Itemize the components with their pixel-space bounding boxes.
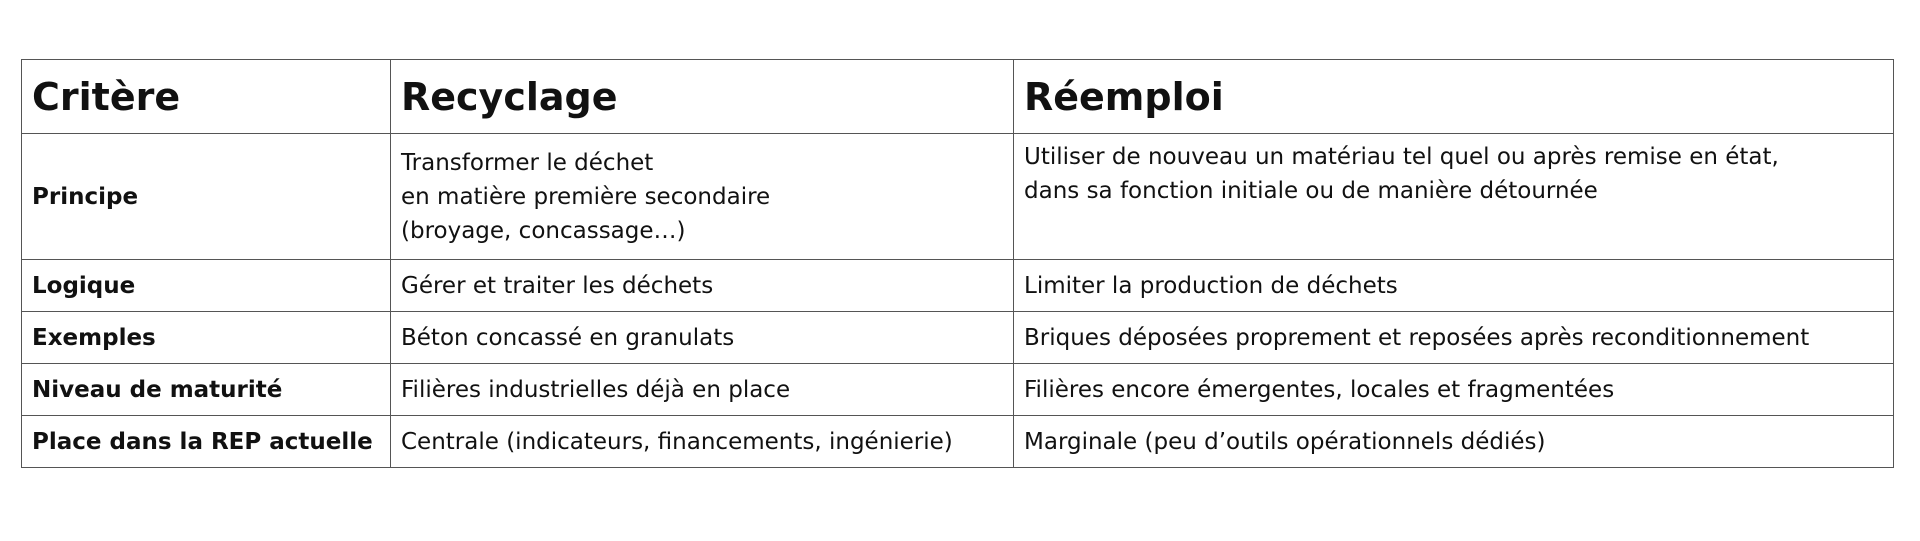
recyclage-line: Transformer le déchet (401, 149, 654, 176)
criterion-cell: Niveau de maturité (22, 364, 391, 416)
table-row-rep (22, 416, 1894, 468)
recyclage-line: en matière première secondaire (401, 183, 771, 210)
table-row-principe (22, 134, 1894, 260)
table-header-row (22, 60, 1894, 134)
criterion-cell: Logique (22, 260, 391, 312)
reemploi-cell: Marginale (peu d’outils opérationnels dédiés) (1014, 416, 1894, 468)
comparison-table-container (21, 59, 1893, 468)
criterion-cell: Principe (22, 134, 391, 260)
comparison-table (21, 59, 1894, 468)
header-reemploi: Réemploi (1014, 60, 1894, 134)
reemploi-cell: Filières encore émergentes, locales et fragmentées (1014, 364, 1894, 416)
table-row-exemples (22, 312, 1894, 364)
reemploi-cell: Briques déposées proprement et reposées après reconditionnement (1014, 312, 1894, 364)
recyclage-cell: Filières industrielles déjà en place (391, 364, 1014, 416)
header-recyclage: Recyclage (391, 60, 1014, 134)
table-row-maturite (22, 364, 1894, 416)
criterion-cell: Place dans la REP actuelle (22, 416, 391, 468)
recyclage-cell: Gérer et traiter les déchets (391, 260, 1014, 312)
reemploi-line: dans sa fonction initiale ou de manière détournée (1024, 178, 1598, 204)
recyclage-cell (391, 134, 1014, 260)
table-row-logique (22, 260, 1894, 312)
criterion-cell: Exemples (22, 312, 391, 364)
reemploi-line: Utiliser de nouveau un matériau tel quel ou après remise en état, (1024, 144, 1779, 170)
recyclage-cell: Centrale (indicateurs, financements, ingénierie) (391, 416, 1014, 468)
recyclage-cell: Béton concassé en granulats (391, 312, 1014, 364)
header-critere: Critère (22, 60, 391, 134)
recyclage-line: (broyage, concassage…) (401, 217, 686, 244)
reemploi-cell (1014, 134, 1894, 260)
reemploi-cell: Limiter la production de déchets (1014, 260, 1894, 312)
